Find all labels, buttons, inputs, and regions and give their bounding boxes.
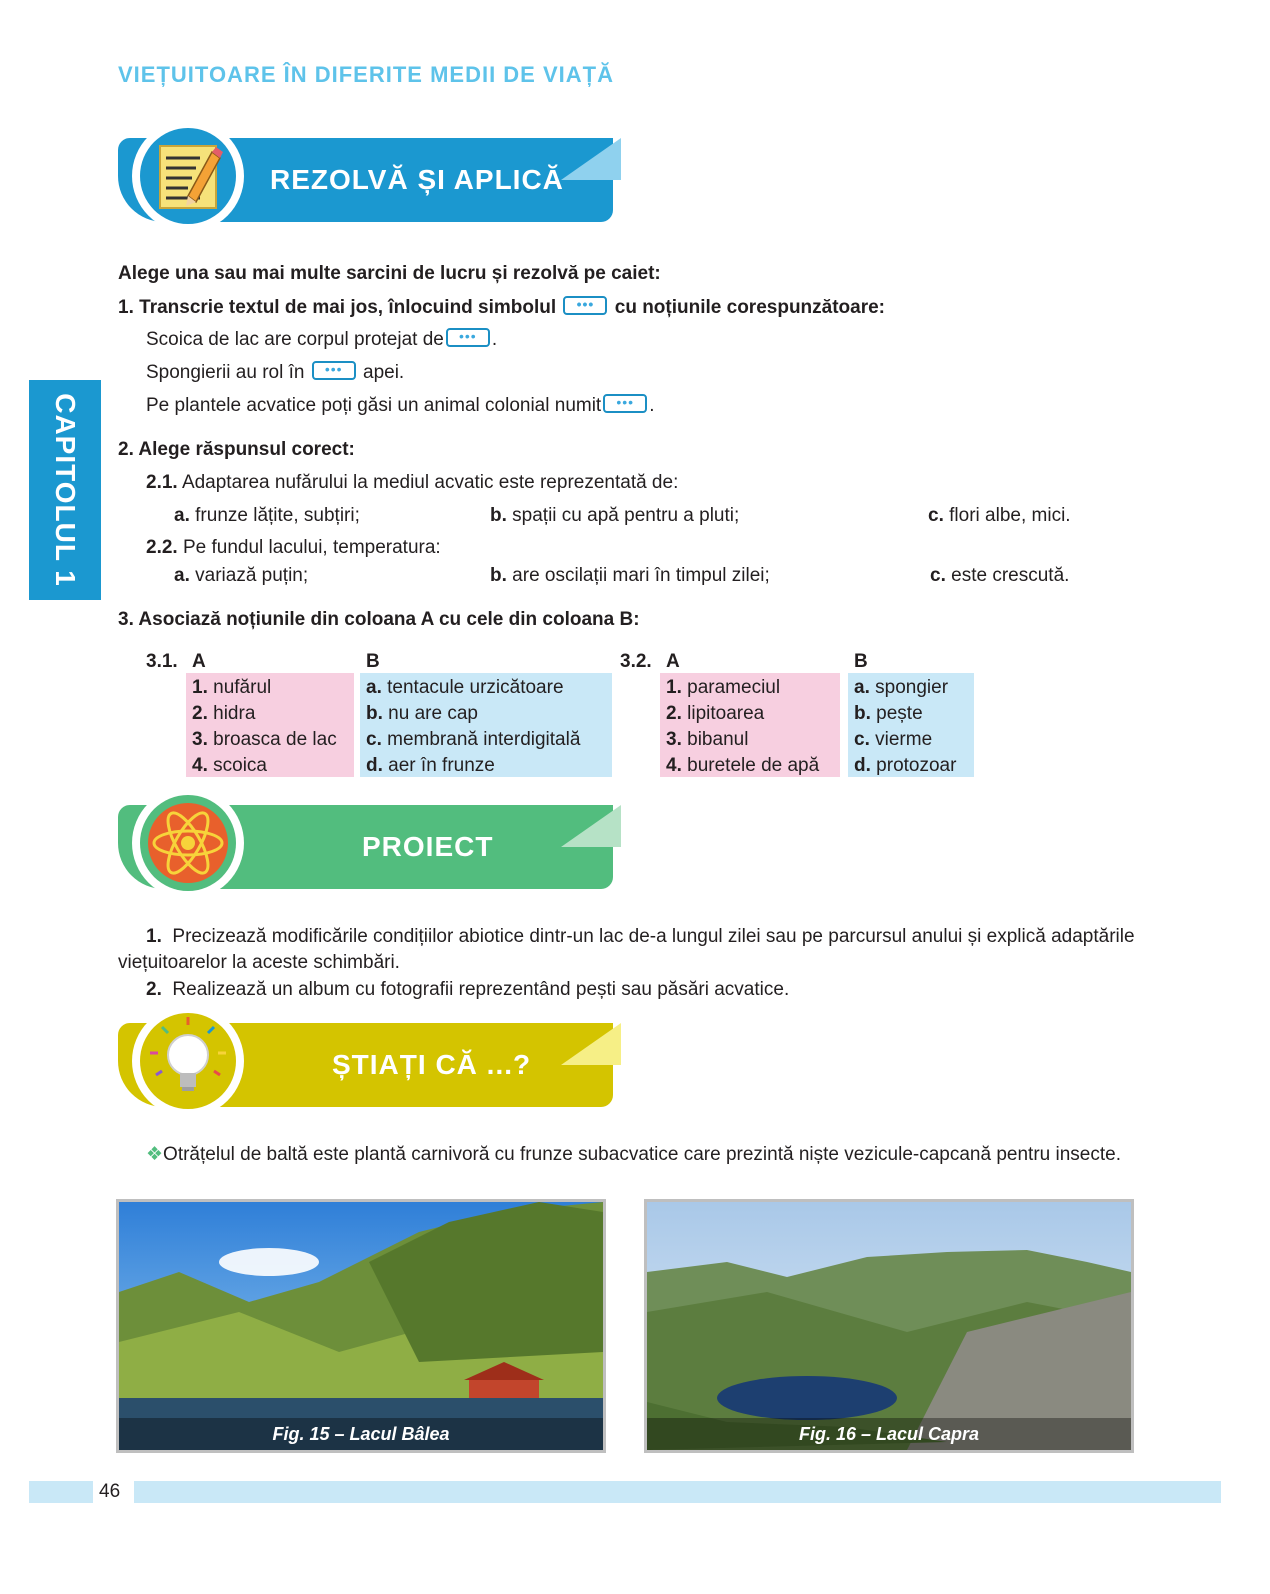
proiect-item-1-number: 1. — [146, 926, 162, 947]
stiati-fact — [118, 1142, 1138, 1168]
line-1-text: Scoica de lac are corpul protejat de — [146, 329, 444, 350]
question-2-1-number: 2.1. — [146, 472, 178, 493]
line-3-text: Pe plantele acvatice poți găsi un animal colonial numit — [146, 395, 602, 416]
item-text: parameciul — [687, 677, 781, 698]
item-text: protozoar — [876, 755, 957, 776]
banner-stiati-ca — [118, 1013, 621, 1107]
question-2-2-number: 2.2. — [146, 537, 178, 558]
proiect-item-2-text: Realizează un album cu fotografii reprezentând pești sau păsări acvatice. — [172, 979, 790, 1000]
line-1-end: . — [491, 329, 498, 350]
item-text: spongier — [875, 677, 949, 698]
list-item — [366, 675, 606, 701]
proiect-item-1-text: Precizează modificările condițiilor abiotice dintr-un lac de-a lungul zilei sau pe parcursul anului și explică adaptările viețuitoarelor la aceste schimbări. — [118, 926, 1135, 973]
question-1-line-3 — [146, 394, 655, 418]
group-3-2-column-a — [660, 673, 840, 777]
group-3-1-head-b: B — [366, 651, 380, 672]
option-text: este crescută. — [951, 565, 1070, 586]
option-letter: b. — [490, 565, 507, 586]
group-3-1-number: 3.1. — [146, 651, 178, 672]
line-3-end: . — [649, 395, 655, 416]
option-letter: a. — [174, 505, 190, 526]
stiati-fact-text: Otrățelul de baltă este plantă carnivoră cu frunze subacvatice care prezintă niște vezicule-capcană pentru insecte. — [163, 1144, 1121, 1165]
banner-rezolva-label: REZOLVĂ ȘI APLICĂ — [270, 164, 564, 195]
question-1-title-b: cu noțiunile corespunzătoare: — [614, 297, 886, 318]
list-item — [666, 753, 834, 779]
list-item — [854, 727, 968, 753]
figure-caption: Fig. 16 – Lacul Capra — [647, 1418, 1131, 1450]
proiect-item-1 — [118, 924, 1138, 976]
proiect-item-2 — [146, 978, 789, 1002]
option-letter: c. — [930, 565, 946, 586]
list-item — [666, 701, 834, 727]
option-2-2-b[interactable] — [490, 564, 770, 588]
option-text: frunze lățite, subțiri; — [195, 505, 360, 526]
question-1-line-1 — [146, 328, 497, 352]
group-3-1-column-b — [360, 673, 612, 777]
item-text: bibanul — [687, 729, 749, 750]
option-text: flori albe, mici. — [949, 505, 1071, 526]
task-intro: Alege una sau mai multe sarcini de lucru și rezolvă pe caiet: — [118, 263, 661, 284]
option-2-2-a[interactable] — [174, 564, 308, 588]
placeholder-symbol-icon — [563, 296, 607, 315]
item-text: buretele de apă — [687, 755, 820, 776]
item-number: 2. — [666, 703, 682, 724]
placeholder-symbol-icon — [312, 361, 356, 380]
question-1-number: 1. — [118, 297, 134, 318]
list-item — [666, 727, 834, 753]
footer-bar-right — [134, 1481, 1221, 1503]
list-item — [666, 675, 834, 701]
item-number: 4. — [666, 755, 682, 776]
question-1-title-a: Transcrie textul de mai jos, înlocuind simbolul — [139, 297, 557, 318]
banner-rezolva-si-aplica — [118, 128, 621, 222]
option-letter: a. — [174, 565, 190, 586]
banner-proiect-label: PROIECT — [362, 831, 494, 862]
item-number: 4. — [192, 755, 208, 776]
question-1-line-2 — [146, 361, 404, 385]
notepad-pencil-icon — [132, 120, 244, 232]
item-number: 1. — [666, 677, 682, 698]
group-3-2-head-a: A — [666, 651, 680, 672]
item-letter: b. — [854, 703, 871, 724]
item-text: vierme — [875, 729, 933, 750]
question-1-title — [118, 296, 885, 320]
item-letter: a. — [854, 677, 870, 698]
group-3-1-head-a: A — [192, 651, 206, 672]
item-letter: c. — [854, 729, 870, 750]
option-letter: b. — [490, 505, 507, 526]
option-2-2-c[interactable] — [930, 564, 1069, 588]
placeholder-symbol-icon — [603, 394, 647, 413]
question-3-title: 3. Asociază noțiunile din coloana A cu cele din coloana B: — [118, 609, 640, 630]
page-number: 46 — [99, 1481, 121, 1502]
item-letter: d. — [854, 755, 871, 776]
footer-bar-left — [29, 1481, 93, 1503]
group-3-2-head-b: B — [854, 651, 868, 672]
item-number: 2. — [192, 703, 208, 724]
line-2-end: apei. — [363, 362, 405, 383]
option-text: are oscilații mari în timpul zilei; — [512, 565, 770, 586]
lightbulb-icon — [132, 1005, 244, 1117]
lake-mountain-photo-icon — [119, 1202, 603, 1450]
chapter-side-tab-label: CAPITOLUL 1 — [50, 393, 81, 587]
option-2-1-c[interactable] — [928, 504, 1071, 528]
item-text: pește — [876, 703, 923, 724]
item-number: 1. — [192, 677, 208, 698]
option-letter: c. — [928, 505, 944, 526]
item-letter: d. — [366, 755, 383, 776]
option-2-1-a[interactable] — [174, 504, 360, 528]
lake-mountain-photo-icon — [647, 1202, 1131, 1450]
chapter-header-title: VIEȚUITOARE ÎN DIFERITE MEDII DE VIAȚĂ — [118, 62, 614, 87]
list-item — [854, 753, 968, 779]
line-2-text: Spongierii au rol în — [146, 362, 305, 383]
item-text: lipitoarea — [687, 703, 765, 724]
list-item — [366, 753, 606, 779]
list-item — [854, 701, 968, 727]
option-2-1-b[interactable] — [490, 504, 739, 528]
item-text: membrană interdigitală — [387, 729, 581, 750]
figure-caption: Fig. 15 – Lacul Bâlea — [119, 1418, 603, 1450]
list-item — [854, 675, 968, 701]
list-item — [192, 727, 348, 753]
list-item — [366, 727, 606, 753]
group-3-2-column-b — [848, 673, 974, 777]
figure-lacul-capra — [644, 1199, 1134, 1453]
question-2-title: 2. Alege răspunsul corect: — [118, 439, 355, 460]
item-text: aer în frunze — [388, 755, 495, 776]
question-2-2-text: Pe fundul lacului, temperatura: — [182, 537, 441, 558]
item-letter: c. — [366, 729, 382, 750]
question-2-1-text: Adaptarea nufărului la mediul acvatic este reprezentată de: — [181, 472, 679, 493]
group-3-2-number: 3.2. — [620, 651, 652, 672]
question-2-2 — [146, 536, 441, 560]
item-letter: b. — [366, 703, 383, 724]
placeholder-symbol-icon — [446, 328, 490, 347]
diamond-bullet-icon: ❖ — [146, 1144, 164, 1165]
item-text: scoica — [213, 755, 267, 776]
atom-icon — [132, 787, 244, 899]
item-text: nu are cap — [388, 703, 478, 724]
list-item — [192, 753, 348, 779]
item-letter: a. — [366, 677, 382, 698]
item-text: nufărul — [213, 677, 272, 698]
item-text: tentacule urzicătoare — [387, 677, 564, 698]
figure-lacul-balea — [116, 1199, 606, 1453]
list-item — [192, 675, 348, 701]
list-item — [366, 701, 606, 727]
group-3-1-column-a — [186, 673, 354, 777]
option-text: variază puțin; — [195, 565, 309, 586]
chapter-side-tab — [29, 380, 101, 600]
item-number: 3. — [666, 729, 682, 750]
proiect-item-2-number: 2. — [146, 979, 162, 1000]
item-number: 3. — [192, 729, 208, 750]
item-text: hidra — [213, 703, 256, 724]
banner-proiect — [118, 795, 621, 889]
question-2-1 — [146, 471, 678, 495]
list-item — [192, 701, 348, 727]
option-text: spații cu apă pentru a pluti; — [512, 505, 740, 526]
item-text: broasca de lac — [213, 729, 337, 750]
banner-stiati-label: ȘTIAȚI CĂ ...? — [332, 1049, 532, 1080]
